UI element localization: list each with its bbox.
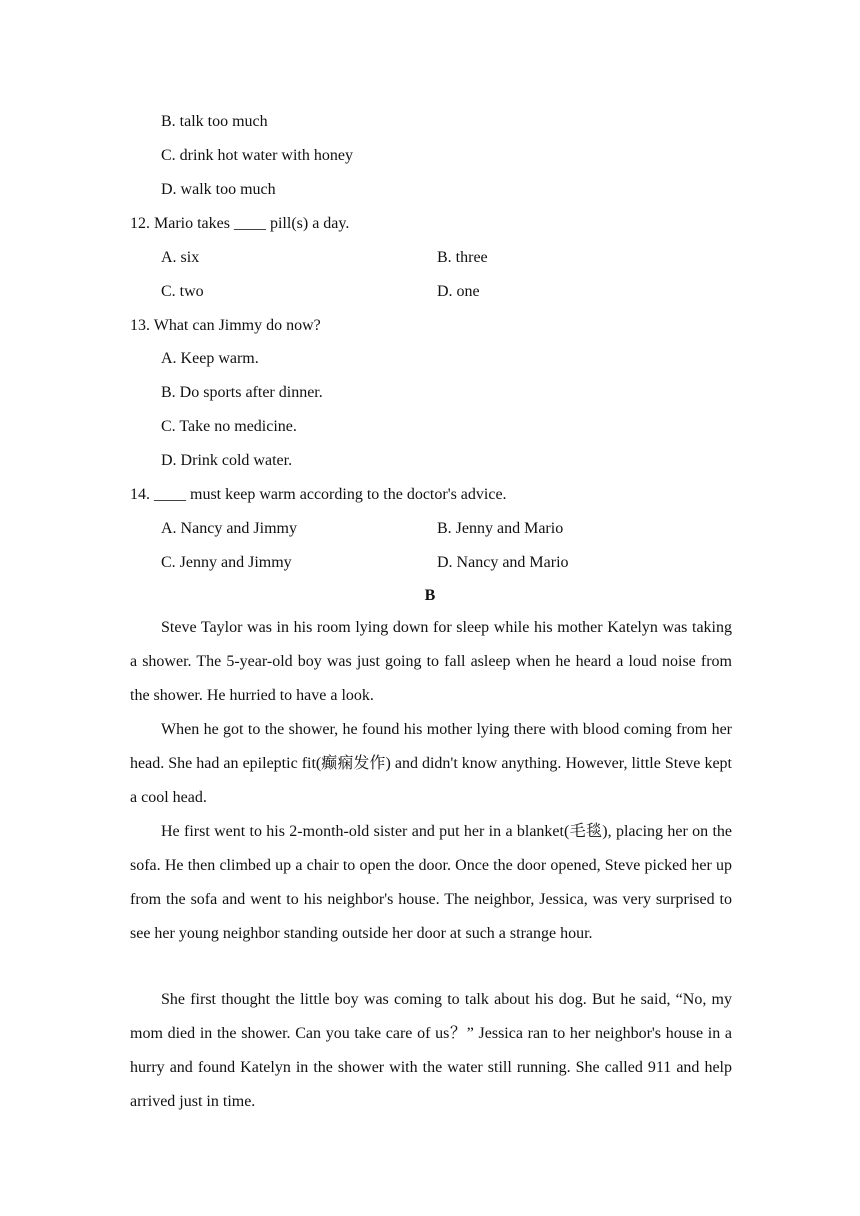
q14-stem: 14. ____ must keep warm according to the doctor's advice. [130, 486, 507, 503]
q12-option-a: A. six [161, 249, 200, 266]
q12-stem: 12. Mario takes ____ pill(s) a day. [130, 215, 350, 232]
q13-option-b: B. Do sports after dinner. [161, 384, 323, 401]
q12-option-c: C. two [161, 283, 204, 300]
q12-option-b: B. three [437, 249, 488, 266]
section-heading: B [424, 587, 436, 604]
q14-option-a: A. Nancy and Jimmy [161, 520, 297, 537]
q14-option-b: B. Jenny and Mario [437, 520, 564, 537]
q14-option-c: C. Jenny and Jimmy [161, 554, 292, 571]
q13-option-d: D. Drink cold water. [161, 452, 293, 469]
passage-paragraph-3: He first went to his 2-month-old sister and put her in a blanket(毛毯), placing her on the sofa. He then climbed up a chair to open the door. Once the door opened, Steve picked her up from the sofa and went to his neighbor's house. The neighbor, Jessica, was very surprised to see her young neighbor standing outside her door at such a strange hour. [130, 823, 732, 942]
passage-paragraph-2: When he got to the shower, he found his mother lying there with blood coming from her head. She had an epileptic fit(癫痫发作) and didn't know anything. However, little Steve kept a cool head. [130, 721, 732, 806]
q11-option-d: D. walk too much [161, 181, 276, 198]
q12-option-d: D. one [437, 283, 480, 300]
q14-option-d: D. Nancy and Mario [437, 554, 569, 571]
q11-option-c: C. drink hot water with honey [161, 147, 353, 164]
q13-stem: 13. What can Jimmy do now? [130, 317, 321, 334]
q13-option-a: A. Keep warm. [161, 350, 259, 367]
passage-paragraph-4: She first thought the little boy was coming to talk about his dog. But he said, “No, my mom died in the shower. Can you take care of us？” Jessica ran to her neighbor's house in a hurry and found Katelyn in the shower with the water still running. She called 911 and help arrived just in time. [130, 991, 732, 1110]
q13-option-c: C. Take no medicine. [161, 418, 297, 435]
passage-paragraph-1: Steve Taylor was in his room lying down for sleep while his mother Katelyn was taking a shower. The 5-year-old boy was just going to fall asleep when he heard a loud noise from the shower. He hurried to have a look. [130, 619, 732, 704]
q11-option-b: B. talk too much [161, 113, 268, 130]
